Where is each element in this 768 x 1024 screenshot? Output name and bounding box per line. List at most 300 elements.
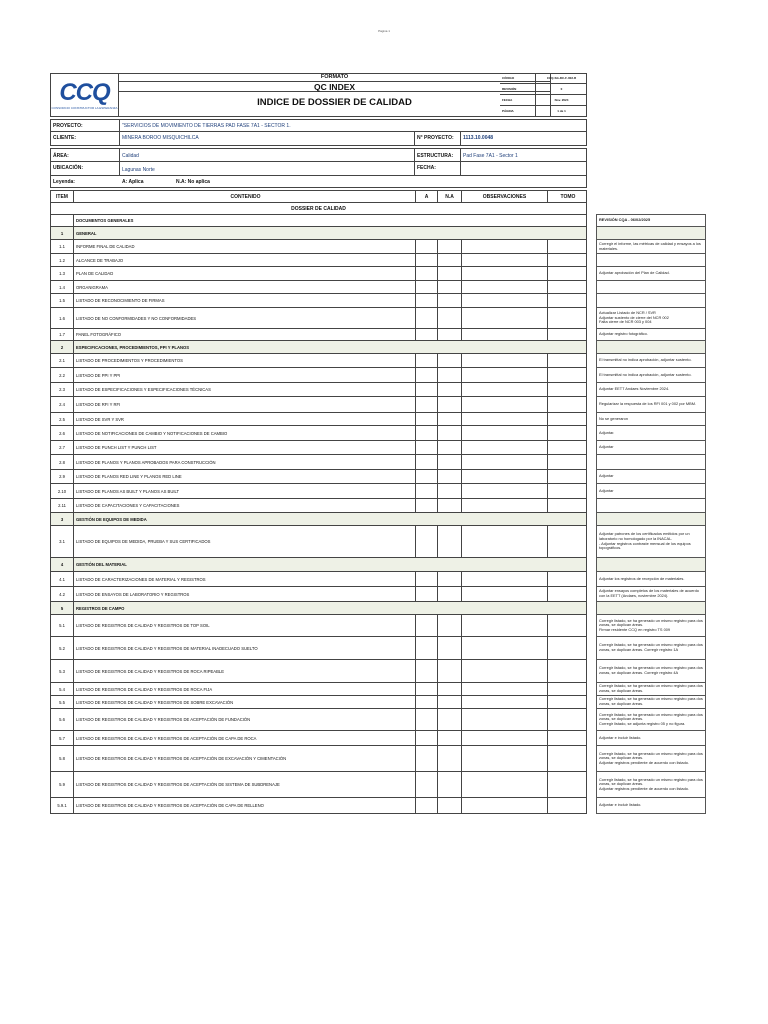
cliente-label: CLIENTE:: [53, 135, 77, 141]
no-aplica-cell: [438, 696, 462, 708]
item-number: 2.2: [51, 368, 74, 382]
aplica-cell: [416, 746, 438, 771]
tomo-cell: [548, 637, 588, 659]
no-aplica-cell: [438, 397, 462, 412]
section-row: [51, 227, 586, 240]
aplica-cell: [416, 709, 438, 730]
aplica-cell: [416, 526, 438, 557]
no-aplica-cell: [438, 637, 462, 659]
revision-note: Corregir listado, se ha generado un mismo registro para dos zonas, se duplican áreas. Corregir registro 1A: [597, 637, 705, 660]
revision-note: Actualizar Listado de NCR / SVR Adjuntar sustento de cierre del NCR 002 Falta cierre de NCR 003 y 004: [597, 308, 705, 329]
item-number: 5.6: [51, 709, 74, 730]
section-row: [51, 341, 586, 354]
table-row: [51, 215, 586, 227]
item-number: 1.6: [51, 308, 74, 328]
observaciones-cell: [462, 696, 548, 708]
meta-fecha: FECHA Nov. 2024: [500, 95, 587, 106]
nproyecto-label: N° PROYECTO:: [417, 135, 454, 141]
item-number: 1.2: [51, 254, 74, 266]
revision-note: Corregir el informe, las métricas de calidad y ensayos a los materiales.: [597, 240, 705, 254]
observaciones-cell: [462, 572, 548, 586]
aplica-cell: [416, 683, 438, 695]
page-number: Página 1: [378, 29, 390, 33]
table-row: [51, 441, 586, 455]
item-number: 2.10: [51, 484, 74, 498]
col-tomo-header: TOMO: [560, 193, 576, 200]
observaciones-cell: [462, 484, 548, 498]
table-row: [51, 254, 586, 267]
table-row: [51, 746, 586, 772]
col-na-header: N.A: [438, 191, 462, 202]
revision-note: [597, 227, 705, 240]
revision-note: Regularizar la respuesta de los RFI 001 y 002 por MBM.: [597, 397, 705, 413]
content-text: LISTADO DE REGISTROS DE CALIDAD Y REGISTROS DE ACEPTACIÓN DE FUNDACIÓN: [74, 709, 416, 730]
logo-mark: CCQ: [59, 78, 110, 106]
content-text: LISTADO DE REGISTROS DE CALIDAD Y REGISTROS DE ROCA RIPEABLE: [74, 660, 416, 682]
no-aplica-cell: [438, 772, 462, 797]
info-row-ubicacion: [50, 162, 587, 176]
item-number: 5.1: [51, 615, 74, 636]
item-number: 3: [51, 513, 74, 525]
area-value: Calidad: [122, 153, 139, 159]
nproyecto-value: 1113.10.0048: [463, 135, 494, 141]
observaciones-cell: [462, 254, 548, 266]
content-text: LISTADO DE REGISTROS DE CALIDAD Y REGISTROS DE MATERIAL INADECUADO SUELTO: [74, 637, 416, 659]
tomo-cell: [548, 772, 588, 797]
revision-note: [597, 558, 705, 572]
no-aplica-cell: [438, 413, 462, 425]
content-text: PLAN DE CALIDAD: [74, 267, 416, 280]
no-aplica-cell: [438, 660, 462, 682]
observaciones-cell: [462, 383, 548, 396]
table-row: [51, 660, 586, 683]
table-row: [51, 267, 586, 281]
content-text: LISTADO DE PLANOS AS BUILT Y PLANOS AS BUILT: [74, 484, 416, 498]
info-row-proyecto: [50, 119, 587, 132]
no-aplica-cell: [438, 683, 462, 695]
estructura-label: ESTRUCTURA:: [417, 153, 454, 159]
document-meta: [500, 73, 587, 117]
ubicacion-label: UBICACIÓN:: [53, 165, 83, 171]
revision-note: Adjuntar ensayos completos de los materiales de acuerdo con la EETT (Andaes, noviembre 2024).: [597, 587, 705, 602]
tomo-cell: [548, 696, 588, 708]
tomo-cell: [548, 441, 588, 454]
aplica-cell: [416, 660, 438, 682]
table-row: [51, 798, 586, 814]
cliente-value: MINERA BOROO MISQUICHILCA: [122, 135, 199, 141]
table-row: [51, 294, 586, 308]
meta-revision: REVISIÓN 0: [500, 84, 587, 95]
content-text: ESPECIFICACIONES, PROCEDIMIENTOS, PPI Y PLANOS: [76, 344, 190, 350]
observaciones-cell: [462, 329, 548, 340]
leyenda-aplica: A: Aplica: [122, 179, 144, 185]
table-row: [51, 413, 586, 426]
no-aplica-cell: [438, 484, 462, 498]
no-aplica-cell: [438, 281, 462, 293]
observaciones-cell: [462, 499, 548, 512]
tomo-cell: [548, 354, 588, 367]
tomo-cell: [548, 709, 588, 730]
no-aplica-cell: [438, 798, 462, 813]
content-text: LISTADO DE PPI Y PPI: [74, 368, 416, 382]
table-row: [51, 637, 586, 660]
tomo-cell: [548, 587, 588, 601]
area-label: ÁREA:: [53, 153, 69, 159]
revision-note: Adjuntar patrones de los certificados emitidos por un laboratorio no homologado por la INACAL. - Adjuntar registros contraste mensual de los equipos topográficos.: [597, 526, 705, 558]
item-number: 5.4: [51, 683, 74, 695]
no-aplica-cell: [438, 267, 462, 280]
revision-note: Adjuntar e incluir listado.: [597, 731, 705, 746]
observaciones-cell: [462, 470, 548, 483]
tomo-cell: [548, 683, 588, 695]
content-text: ALCANCE DE TRABAJO: [74, 254, 416, 266]
observaciones-cell: [462, 240, 548, 253]
content-text: LISTADO DE CAPACITACIONES Y CAPACITACIONES: [74, 499, 416, 512]
content-text: PANEL FOTOGRÁFICO: [74, 329, 416, 340]
table-row: [51, 308, 586, 329]
item-number: 5.5: [51, 696, 74, 708]
company-logo: [51, 74, 119, 116]
ubicacion-value: Lagunas Norte: [122, 167, 155, 173]
revision-note: Adjuntar: [597, 470, 705, 484]
revision-note: Adjuntar registro fotográfico.: [597, 329, 705, 341]
aplica-cell: [416, 281, 438, 293]
item-number: 1.7: [51, 329, 74, 340]
revision-note: Corregir listado, se ha generado un mismo registro para dos zonas, se duplican áreas. Adjuntar registros pendiente de acuerdo con listado.: [597, 746, 705, 772]
content-text: LISTADO DE ENSAYOS DE LABORATORIO Y REGISTROS: [74, 587, 416, 601]
table-row: [51, 426, 586, 441]
item-number: 2.9: [51, 470, 74, 483]
header-titles: [119, 74, 551, 116]
content-text: LISTADO DE PLANOS Y PLANOS APROBADOS PARA CONSTRUCCIÓN: [74, 455, 416, 469]
aplica-cell: [416, 329, 438, 340]
observaciones-cell: [462, 426, 548, 440]
revision-note: Corregir listado, se ha generado un mismo registro para dos zonas, se duplican áreas. Corregir registro 4A: [597, 660, 705, 683]
no-aplica-cell: [438, 526, 462, 557]
observaciones-cell: [462, 683, 548, 695]
aplica-cell: [416, 240, 438, 253]
tomo-cell: [548, 526, 588, 557]
item-number: 2.11: [51, 499, 74, 512]
tomo-cell: [548, 499, 588, 512]
observaciones-cell: [462, 746, 548, 771]
observaciones-cell: [462, 413, 548, 425]
no-aplica-cell: [438, 426, 462, 440]
aplica-cell: [416, 499, 438, 512]
table-row: [51, 383, 586, 397]
info-row-area: [50, 148, 587, 162]
no-aplica-cell: [438, 615, 462, 636]
tomo-cell: [548, 470, 588, 483]
content-text: INFORME FINAL DE CALIDAD: [74, 240, 416, 253]
table-row: [51, 329, 586, 341]
no-aplica-cell: [438, 587, 462, 601]
observaciones-cell: [462, 637, 548, 659]
observaciones-cell: [462, 709, 548, 730]
aplica-cell: [416, 308, 438, 328]
content-text: LISTADO DE SVR Y SVR: [74, 413, 416, 425]
item-number: 1.1: [51, 240, 74, 253]
dossier-title-row: [51, 203, 586, 215]
content-text: LISTADO DE REGISTROS DE CALIDAD Y REGISTROS DE ACEPTACIÓN DE SISTEMA DE SUBDRENAJE: [74, 772, 416, 797]
no-aplica-cell: [438, 308, 462, 328]
table-row: [51, 709, 586, 731]
table-row: [51, 354, 586, 368]
revision-note: [597, 341, 705, 354]
table-row: [51, 470, 586, 484]
observaciones-cell: [462, 772, 548, 797]
item-number: 2.7: [51, 441, 74, 454]
revision-note: Corregir listado, se ha generado un mismo registro para dos zonas, se duplican áreas. Firmar residente CCQ en registro TS 009: [597, 615, 705, 637]
tomo-cell: [548, 746, 588, 771]
observaciones-cell: [462, 397, 548, 412]
aplica-cell: [416, 587, 438, 601]
revision-note: [597, 499, 705, 513]
aplica-cell: [416, 572, 438, 586]
table-header: [51, 191, 586, 203]
section-row: [51, 602, 586, 615]
leyenda-no-aplica: N.A: No aplica: [176, 179, 210, 185]
format-label: FORMATO: [119, 74, 550, 82]
revision-note: Adjuntar los registros de recepción de materiales.: [597, 572, 705, 587]
revision-note: [597, 602, 705, 615]
item-number: 3.1: [51, 526, 74, 557]
meta-codigo: CÓDIGO CCQ-SG-DC-F-002-R: [500, 73, 587, 84]
no-aplica-cell: [438, 746, 462, 771]
observaciones-cell: [462, 455, 548, 469]
table-row: [51, 731, 586, 746]
table-row: [51, 615, 586, 637]
tomo-cell: [548, 798, 588, 813]
table-row: [51, 572, 586, 587]
no-aplica-cell: [438, 354, 462, 367]
no-aplica-cell: [438, 455, 462, 469]
aplica-cell: [416, 615, 438, 636]
observaciones-cell: [462, 441, 548, 454]
observaciones-cell: [462, 294, 548, 307]
observaciones-cell: [462, 587, 548, 601]
revision-note: Corregir listado, se ha generado un mismo registro para dos zonas, se duplican áreas. Corregir listado, se adjunta registro 05 y no figura.: [597, 709, 705, 731]
revision-note: [597, 281, 705, 294]
observaciones-cell: [462, 368, 548, 382]
meta-pagina: PÁGINA 1 de 1: [500, 106, 587, 117]
item-number: 1.3: [51, 267, 74, 280]
item-number: 2: [51, 341, 74, 353]
no-aplica-cell: [438, 499, 462, 512]
content-text: GESTIÓN DE EQUIPOS DE MEDIDA: [76, 516, 147, 522]
content-text: LISTADO DE PROCEDIMIENTOS Y PROCEDIMIENTOS: [74, 354, 416, 367]
table-row: [51, 281, 586, 294]
revision-note: Corregir listado, se ha generado un mismo registro para dos zonas, se duplican áreas.: [597, 696, 705, 709]
item-number: 5.9: [51, 772, 74, 797]
no-aplica-cell: [438, 368, 462, 382]
dossier-title: DOSSIER DE CALIDAD: [291, 205, 346, 212]
no-aplica-cell: [438, 329, 462, 340]
item-number: 2.6: [51, 426, 74, 440]
content-text: LISTADO DE REGISTROS DE CALIDAD Y REGISTROS DE ACEPTACIÓN DE EXCAVACIÓN Y CIMENTACIÓN: [74, 746, 416, 771]
content-text: LISTADO DE REGISTROS DE CALIDAD Y REGISTROS DE ROCA FIJA: [74, 683, 416, 695]
revision-note: Adjuntar: [597, 484, 705, 499]
observaciones-cell: [462, 281, 548, 293]
table-row: [51, 455, 586, 470]
revision-note: Adjuntar EETT Andaes Noviembre 2024.: [597, 383, 705, 397]
tomo-cell: [548, 294, 588, 307]
tomo-cell: [548, 572, 588, 586]
tomo-cell: [548, 383, 588, 396]
tomo-cell: [548, 484, 588, 498]
content-text: GENERAL: [76, 230, 97, 236]
revision-note: [597, 294, 705, 308]
table-row: [51, 499, 586, 513]
content-text: LISTADO DE NOTIFICACIONES DE CAMBIO Y NOTIFICACIONES DE CAMBIO: [74, 426, 416, 440]
revision-note: Adjuntar: [597, 441, 705, 455]
aplica-cell: [416, 426, 438, 440]
content-text: LISTADO DE RECONOCIMIENTO DE FIRMAS: [74, 294, 416, 307]
item-number: 5.7: [51, 731, 74, 745]
proyecto-label: PROYECTO:: [53, 123, 83, 129]
item-number: 4.2: [51, 587, 74, 601]
content-text: DOCUMENTOS GENERALES: [76, 218, 134, 223]
aplica-cell: [416, 470, 438, 483]
content-text: LISTADO DE REGISTROS DE CALIDAD Y REGISTROS DE ACEPTACIÓN DE CAPA DE RELLENO: [74, 798, 416, 813]
content-text: LISTADO DE REGISTROS DE CALIDAD Y REGISTROS DE SOBRE EXCAVACIÓN: [74, 696, 416, 708]
fecha-label: FECHA:: [417, 165, 436, 171]
content-text: LISTADO DE ESPECIFICACIONES Y ESPECIFICACIONES TÉCNICAS: [74, 383, 416, 396]
tomo-cell: [548, 397, 588, 412]
item-number: 2.1: [51, 354, 74, 367]
info-row-leyenda: [50, 176, 587, 188]
no-aplica-cell: [438, 254, 462, 266]
tomo-cell: [548, 660, 588, 682]
aplica-cell: [416, 484, 438, 498]
tomo-cell: [548, 254, 588, 266]
aplica-cell: [416, 772, 438, 797]
qc-index-title: QC INDEX: [119, 82, 550, 92]
content-text: GESTIÓN DEL MATERIAL: [76, 562, 127, 567]
aplica-cell: [416, 267, 438, 280]
observaciones-cell: [462, 660, 548, 682]
content-text: LISTADO DE CARACTERIZACIONES DE MATERIAL Y REGISTROS: [74, 572, 416, 586]
revision-note: El transmittal no indica aprobación, adjuntar sustento.: [597, 368, 705, 383]
no-aplica-cell: [438, 383, 462, 396]
tomo-cell: [548, 615, 588, 636]
observaciones-cell: [462, 526, 548, 557]
table-row: [51, 397, 586, 413]
item-number: 2.3: [51, 383, 74, 396]
tomo-cell: [548, 426, 588, 440]
aplica-cell: [416, 383, 438, 396]
content-text: LISTADO DE REGISTROS DE CALIDAD Y REGISTROS DE ACEPTACIÓN DE CAPA DE ROCA: [74, 731, 416, 745]
no-aplica-cell: [438, 709, 462, 730]
aplica-cell: [416, 441, 438, 454]
aplica-cell: [416, 254, 438, 266]
content-text: REGISTROS DE CAMPO: [76, 605, 125, 611]
item-number: 1: [51, 227, 74, 239]
no-aplica-cell: [438, 441, 462, 454]
tomo-cell: [548, 308, 588, 328]
revision-note: [597, 513, 705, 526]
info-row-cliente: [50, 132, 587, 146]
revision-note: No se generaron: [597, 413, 705, 426]
item-number: 4: [51, 558, 74, 571]
section-row: [51, 513, 586, 526]
table-row: [51, 683, 586, 696]
item-number: 5.8: [51, 746, 74, 771]
no-aplica-cell: [438, 470, 462, 483]
aplica-cell: [416, 731, 438, 745]
aplica-cell: [416, 798, 438, 813]
observaciones-cell: [462, 267, 548, 280]
observaciones-cell: [462, 731, 548, 745]
aplica-cell: [416, 294, 438, 307]
estructura-value: Pad Fase 7A1 - Sector 1: [463, 153, 518, 159]
proyecto-value: "SERVICIOS DE MOVIMIENTO DE TIERRAS PAD FASE 7A1 - SECTOR 1.: [122, 123, 291, 129]
col-item-header: ITEM: [51, 191, 74, 202]
observaciones-cell: [462, 354, 548, 367]
col-a-header: A: [416, 191, 438, 202]
logo-tagline: CONSORCIO CONSTRUCTOR LA ESPERANZA: [51, 105, 118, 110]
aplica-cell: [416, 413, 438, 425]
revision-note: Adjuntar e incluir listado.: [597, 798, 705, 814]
tomo-cell: [548, 413, 588, 425]
item-number: 2.4: [51, 397, 74, 412]
table-row: [51, 368, 586, 383]
item-number: 1.5: [51, 294, 74, 307]
revision-note: Adjuntar.: [597, 426, 705, 441]
table-row: [51, 240, 586, 254]
no-aplica-cell: [438, 572, 462, 586]
no-aplica-cell: [438, 294, 462, 307]
content-text: LISTADO DE PLANOS RED LINE Y PLANOS RED LINE: [74, 470, 416, 483]
item-number: 4.1: [51, 572, 74, 586]
content-text: LISTADO DE RFI Y RFI: [74, 397, 416, 412]
table-row: [51, 587, 586, 602]
section-row: [51, 558, 586, 572]
col-contenido-header: CONTENIDO: [74, 191, 416, 202]
observaciones-cell: [462, 308, 548, 328]
aplica-cell: [416, 397, 438, 412]
tomo-cell: [548, 240, 588, 253]
aplica-cell: [416, 368, 438, 382]
tomo-cell: [548, 281, 588, 293]
tomo-cell: [548, 368, 588, 382]
aplica-cell: [416, 354, 438, 367]
item-number: 5: [51, 602, 74, 614]
observaciones-cell: [462, 615, 548, 636]
table-row: [51, 696, 586, 709]
content-text: LISTADO DE NO CONFORMIDADES Y NO CONFORMIDADES: [74, 308, 416, 328]
tomo-cell: [548, 329, 588, 340]
aplica-cell: [416, 455, 438, 469]
aplica-cell: [416, 696, 438, 708]
revision-note: El transmittal no indica aprobación, adjuntar sustento.: [597, 354, 705, 368]
revision-note: Adjuntar aprobación del Plan de Calidad.: [597, 267, 705, 281]
revision-note: [597, 254, 705, 267]
revision-note: Corregir listado, se ha generado un mismo registro para dos zonas, se duplican áreas.: [597, 683, 705, 696]
item-number: 5.9.1: [51, 798, 74, 813]
item-number: 5.3: [51, 660, 74, 682]
table-row: [51, 526, 586, 558]
revision-note: [597, 455, 705, 470]
content-text: LISTADO DE EQUIPOS DE MEDIDA, PRUEBA Y SUS CERTIFICADOS: [74, 526, 416, 557]
tomo-cell: [548, 455, 588, 469]
dossier-table: [50, 190, 587, 814]
document-title: INDICE DE DOSSIER DE CALIDAD: [257, 97, 412, 108]
tomo-cell: [548, 731, 588, 745]
col-obs-header: OBSERVACIONES: [462, 191, 548, 202]
tomo-cell: [548, 267, 588, 280]
observaciones-cell: [462, 798, 548, 813]
